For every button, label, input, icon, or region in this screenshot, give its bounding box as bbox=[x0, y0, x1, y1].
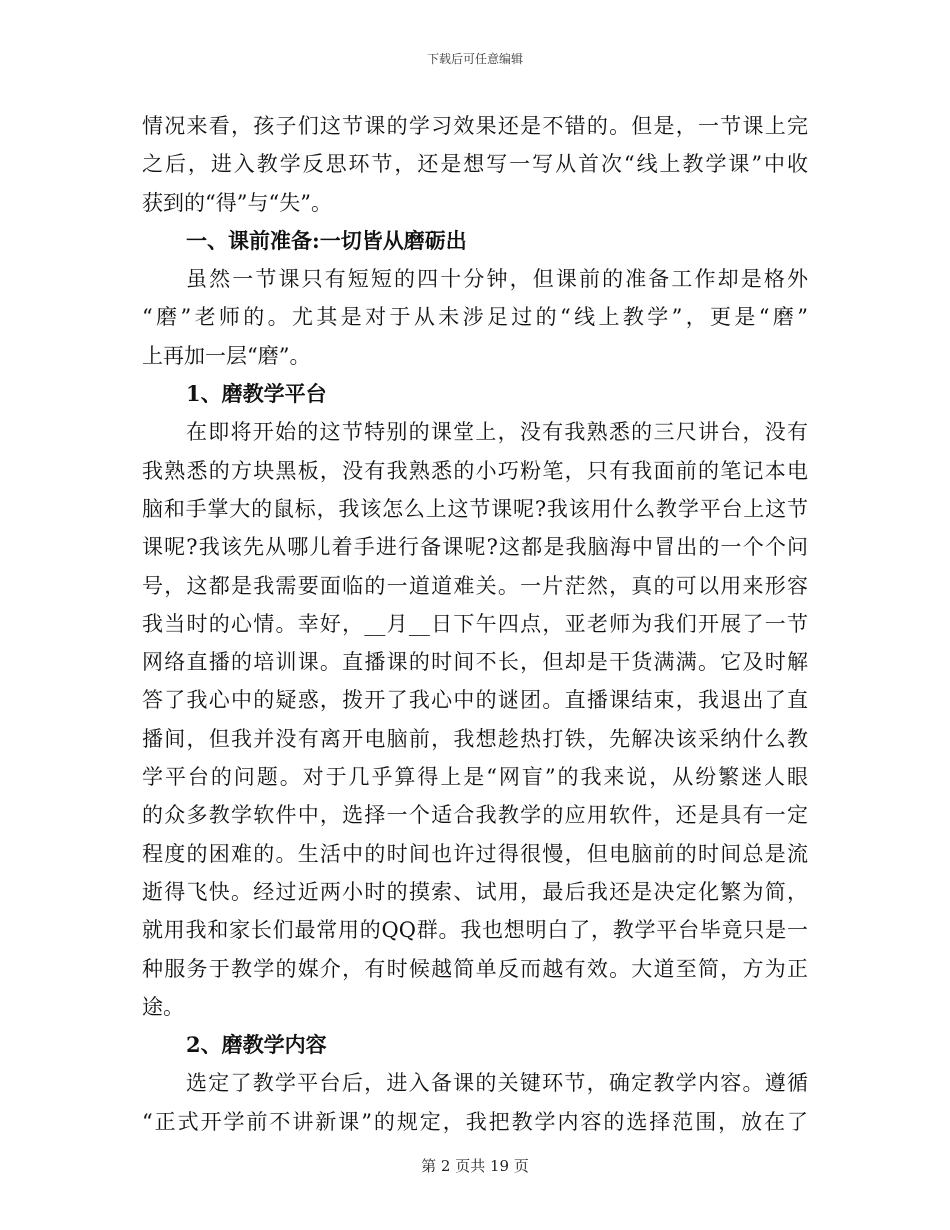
section-heading: 一、课前准备:一切皆从磨砺出 bbox=[186, 227, 467, 253]
body-line: 就用我和家长们最常用的QQ群。我也想明白了，教学平台毕竟只是一 bbox=[142, 918, 808, 943]
body-line: 我当时的心情。幸好，__月__日下午四点，亚老师为我们开展了一节 bbox=[142, 611, 808, 636]
body-line: 选定了教学平台后，进入备课的关键环节，确定教学内容。遵循 bbox=[186, 1071, 808, 1096]
body-line: “磨”老师的。尤其是对于从未涉足过的“线上教学”，更是“磨” bbox=[142, 305, 808, 330]
subsection-heading: 1、磨教学平台 bbox=[186, 381, 327, 407]
body-line: 网络直播的培训课。直播课的时间不长，但却是干货满满。它及时解 bbox=[142, 650, 808, 675]
body-line: 的众多教学软件中，选择一个适合我教学的应用软件，还是具有一定 bbox=[142, 803, 808, 828]
page-footer: 第 2 页共 19 页 bbox=[421, 1157, 529, 1175]
body-line: 脑和手掌大的鼠标，我该怎么上这节课呢?我该用什么教学平台上这节 bbox=[142, 496, 808, 521]
body-line: 途。 bbox=[142, 994, 184, 1019]
page-header: 下载后可任意编辑 bbox=[426, 52, 523, 66]
body-line: 课呢?我该先从哪儿着手进行备课呢?这都是我脑海中冒出的一个个问 bbox=[142, 535, 808, 560]
body-line: 之后，进入教学反思环节，还是想写一写从首次“线上教学课”中收 bbox=[142, 152, 808, 177]
document-body bbox=[142, 107, 808, 1141]
body-line: 虽然一节课只有短短的四十分钟，但课前的准备工作却是格外 bbox=[186, 267, 808, 292]
body-line: 上再加一层“磨”。 bbox=[142, 343, 311, 368]
body-line: 逝得飞快。经过近两小时的摸索、试用，最后我还是决定化繁为简， bbox=[142, 879, 808, 904]
body-line: 获到的“得”与“失”。 bbox=[142, 190, 332, 215]
subsection-heading: 2、磨教学内容 bbox=[186, 1032, 327, 1058]
body-line: 情况来看，孩子们这节课的学习效果还是不错的。但是，一节课上完 bbox=[142, 114, 808, 138]
body-line: 号，这都是我需要面临的一道道难关。一片茫然，真的可以用来形容 bbox=[142, 573, 808, 598]
body-line: 播间，但我并没有离开电脑前，我想趁热打铁，先解决该采纳什么教 bbox=[142, 726, 808, 751]
body-line: 答了我心中的疑惑，拨开了我心中的谜团。直播课结束，我退出了直 bbox=[142, 688, 808, 713]
body-line: 学平台的问题。对于几乎算得上是“网盲”的我来说，从纷繁迷人眼 bbox=[142, 765, 808, 790]
body-line: 我熟悉的方块黑板，没有我熟悉的小巧粉笔，只有我面前的笔记本电 bbox=[142, 458, 808, 483]
body-line: “正式开学前不讲新课”的规定，我把教学内容的选择范围，放在了 bbox=[142, 1109, 808, 1134]
body-line: 程度的困难的。生活中的时间也许过得很慢，但电脑前的时间总是流 bbox=[142, 841, 808, 866]
body-line: 种服务于教学的媒介，有时候越简单反而越有效。大道至简，方为正 bbox=[142, 956, 808, 981]
body-line: 在即将开始的这节特别的课堂上，没有我熟悉的三尺讲台，没有 bbox=[186, 420, 808, 445]
